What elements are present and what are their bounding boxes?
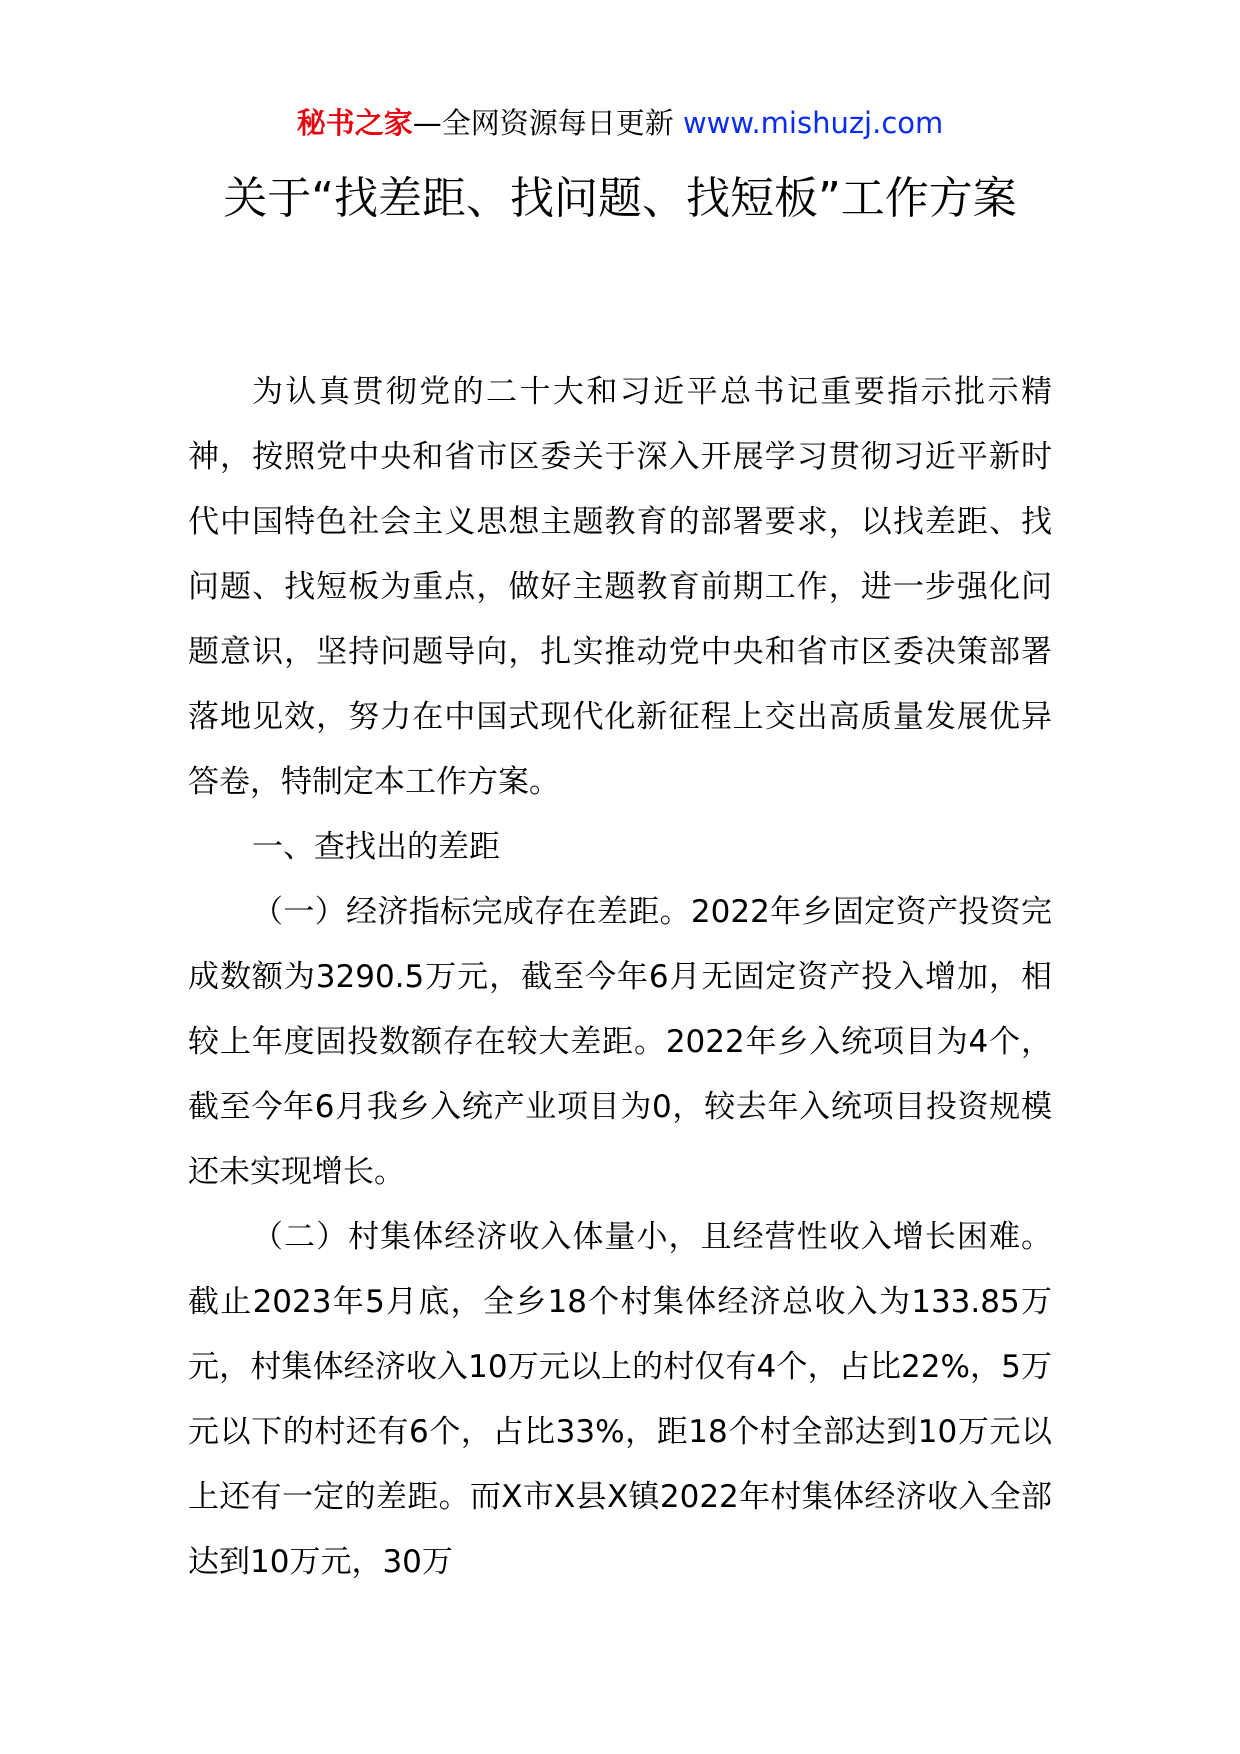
banner-tagline: —全网资源每日更新 xyxy=(412,106,683,140)
site-url: www.mishuzj.com xyxy=(682,106,944,140)
document-title: 关于“找差距、找问题、找短板”工作方案 xyxy=(223,173,1017,224)
intro-paragraph: 为认真贯彻党的二十大和习近平总书记重要指示批示精神，按照党中央和省市区委关于深入开展学习贯彻习近平新时代中国特色社会主义思想主题教育的部署要求，以找差距、找问题、找短板为重点，做好主题教育前期工作，进一步强化问题意识，坚持问题导向，扎实推动党中央和省市区委决策部署落地见效，努力在中国式现代化新征程上交出高质量发展优异答卷，特制定本工作方案。 xyxy=(188,374,1052,800)
section-heading: 一、查找出的差距 xyxy=(252,829,500,865)
brand-name: 秘书之家 xyxy=(296,106,413,140)
site-banner xyxy=(0,103,1240,143)
document-body xyxy=(188,360,1052,1595)
body-paragraph: （二）村集体经济收入体量小，且经营性收入增长困难。截止2023年5月底，全乡18个村集体经济总收入为133.85万元，村集体经济收入10万元以上的村仅有4个，占比22%，5万元以下的村还有6个，占比33%，距18个村全部达到10万元以上还有一定的差距。而X市X县X镇2022年村集体经济收入全部达到10万元，30万 xyxy=(188,1219,1052,1580)
body-paragraph: （一）经济指标完成存在差距。2022年乡固定资产投资完成数额为3290.5万元，截至今年6月无固定资产投入增加，相较上年度固投数额存在较大差距。2022年乡入统项目为4个，截至今年6月我乡入统产业项目为0，较去年入统项目投资规模还未实现增长。 xyxy=(188,894,1052,1190)
